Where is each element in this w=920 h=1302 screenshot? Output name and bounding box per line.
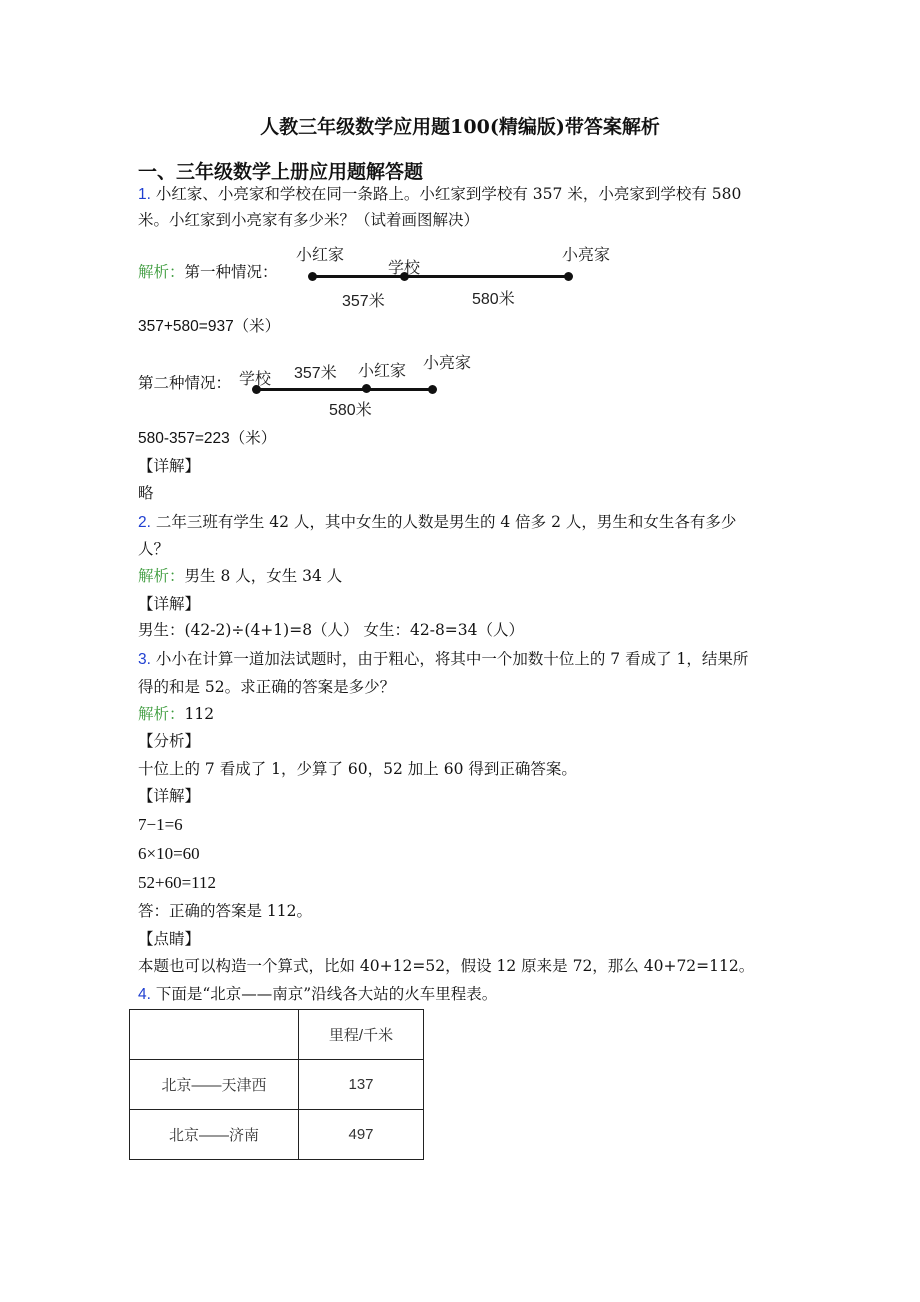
- table-header-row: [130, 1010, 424, 1060]
- road-line-2: [256, 388, 432, 391]
- q3-detail-label: 【详解】: [138, 787, 201, 805]
- q1-line2: 米。小红家到小亮家有多少米？（试着画图解决）: [138, 211, 480, 229]
- q3-line1: [138, 649, 748, 670]
- table-cell-route: 北京——天津西: [130, 1060, 299, 1110]
- section-heading: 一、三年级数学上册应用题解答题: [138, 161, 424, 183]
- q2-detail-label: 【详解】: [138, 595, 201, 613]
- q4-number: 4.: [138, 986, 151, 1003]
- label-xiaoliang-2: 小亮家: [423, 355, 472, 372]
- table-row: [130, 1110, 424, 1160]
- label-357-2: 357米: [294, 365, 337, 382]
- q3-analyze-label: 【分析】: [138, 732, 201, 750]
- q3-analyze-text: 十位上的 7 看成了 1，少算了 60，52 加上 60 得到正确答案。: [138, 760, 577, 778]
- q3-analysis: [138, 704, 214, 724]
- label-school: 学校: [388, 260, 421, 277]
- case2-label: 第二种情况：: [138, 374, 232, 392]
- q3-line2: 得的和是 52。求正确的答案是多少？: [138, 678, 396, 696]
- point-xiaoliang-2: [428, 385, 437, 394]
- label-xiaohong: 小红家: [296, 247, 345, 264]
- q2-line1: [138, 512, 736, 533]
- q1-case1-row: [138, 262, 278, 282]
- q3-tip-label: 【点睛】: [138, 930, 201, 948]
- label-school-2: 学校: [239, 371, 272, 388]
- q3-eq2: 6×10=60: [138, 844, 200, 863]
- point-xiaoliang: [564, 272, 573, 281]
- table-header-cell: 里程/千米: [299, 1010, 424, 1060]
- q2-number: 2.: [138, 514, 151, 531]
- q3-tip-text: 本题也可以构造一个算式，比如 40+12=52，假设 12 原来是 72，那么 40+72=112。: [138, 957, 755, 975]
- q1-detail-text: 略: [138, 484, 154, 502]
- q4-text-1: 下面是“北京——南京”沿线各大站的火车里程表。: [155, 985, 498, 1003]
- q3-analysis-text: 112: [184, 705, 215, 723]
- q3-answer: 答：正确的答案是 112。: [138, 902, 313, 920]
- case1-calc: 357+580=937（米）: [138, 318, 281, 335]
- table-cell-route: 北京——济南: [130, 1110, 299, 1160]
- point-xiaohong-2: [362, 384, 371, 393]
- q2-analysis-text: 男生 8 人，女生 34 人: [184, 567, 343, 585]
- q3-eq3: 52+60=112: [138, 873, 217, 892]
- table-cell-distance: 497: [299, 1110, 424, 1160]
- segment-580: 580米: [472, 291, 515, 308]
- table-header-cell: [130, 1010, 299, 1060]
- segment-580-2: 580米: [329, 402, 372, 419]
- q3-eq1: 7−1=6: [138, 815, 183, 834]
- q1-text-1: 小红家、小亮家和学校在同一条路上。小红家到学校有 357 米，小亮家到学校有 580: [155, 185, 742, 203]
- document-title: 人教三年级数学应用题100(精编版)带答案解析: [260, 116, 660, 138]
- label-xiaohong-2: 小红家: [358, 363, 407, 380]
- mileage-table: [129, 1009, 424, 1160]
- analysis-label: 解析：: [138, 263, 185, 281]
- q1-number: 1.: [138, 186, 151, 203]
- case2-calc: 580-357=223（米）: [138, 430, 277, 447]
- road-line: [312, 275, 568, 278]
- segment-357: 357米: [342, 293, 385, 310]
- q1-line1: [138, 184, 741, 205]
- q3-text-1: 小小在计算一道加法试题时，由于粗心，将其中一个加数十位上的 7 看成了 1，结果所: [155, 650, 749, 668]
- label-xiaoliang: 小亮家: [562, 247, 611, 264]
- analysis-label: 解析：: [138, 705, 185, 723]
- q2-line2: 人？: [138, 540, 170, 558]
- q1-detail-label: 【详解】: [138, 457, 201, 475]
- q4-line1: [138, 984, 497, 1005]
- table-row: [130, 1060, 424, 1110]
- q2-detail-text: 男生：(42-2)÷(4+1)=8（人） 女生：42-8=34（人）: [138, 621, 525, 639]
- q2-analysis: [138, 566, 342, 586]
- analysis-label: 解析：: [138, 567, 185, 585]
- point-xiaohong: [308, 272, 317, 281]
- table-cell-distance: 137: [299, 1060, 424, 1110]
- q3-number: 3.: [138, 651, 151, 668]
- q2-text-1: 二年三班有学生 42 人，其中女生的人数是男生的 4 倍多 2 人，男生和女生各有多少: [155, 513, 737, 531]
- case1-label: 第一种情况：: [184, 263, 278, 281]
